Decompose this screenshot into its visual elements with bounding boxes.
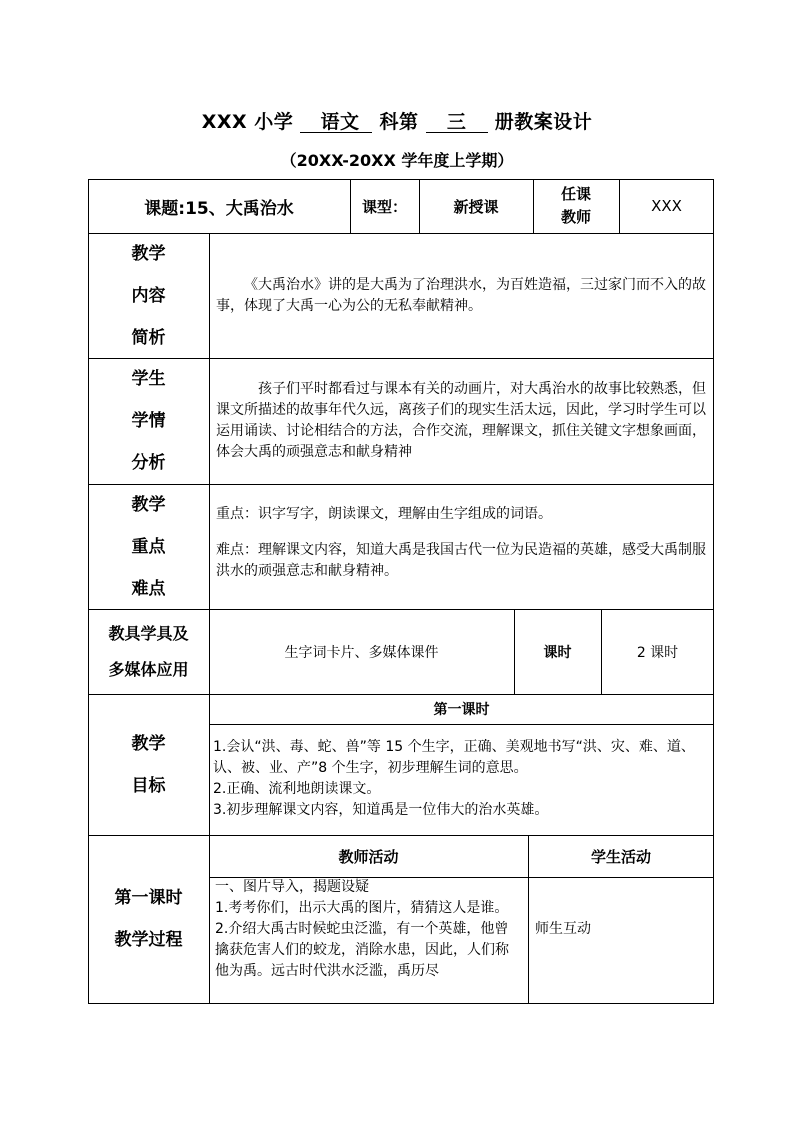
teacher-label: 任课 教师 <box>560 185 591 226</box>
lesson-type-label: 课型： <box>361 197 407 216</box>
title-suffix: 册教案设计 <box>494 111 593 133</box>
ke-di-text: 科第 <box>379 111 419 133</box>
goal-item: 1.会认“洪、毒、蛇、兽”等 15 个生字，正确、美观地书写“洪、灾、难、道、认、被、业、产”8 个生字，初步理解生词的意思。 <box>213 739 695 776</box>
teacher-step: 一、图片导入，揭题设疑 <box>215 879 369 895</box>
student-analysis-text: 孩子们平时都看过与课本有关的动画片，对大禹治水的故事比较熟悉，但课文所描述的故事年代久远，离孩子们的现实生活太远，因此，学习时学生可以运用诵读、讨论相结合的方法，合作交流，理解课文，抓住关键文字想象画面，体会大禹的顽强意志和献身精神 <box>216 381 706 460</box>
focus-text: 重点：识字写字，朗读课文，理解由生字组成的词语。 <box>216 506 552 522</box>
volume-blank <box>426 112 488 133</box>
content-analysis-label: 教学 内容 简析 <box>131 243 166 348</box>
lesson-title: 课题:15、大禹治水 <box>144 198 294 219</box>
student-activity-text: 师生互动 <box>535 921 591 937</box>
subject-blank <box>300 112 372 133</box>
process-label: 第一课时 教学过程 <box>114 888 183 950</box>
teacher-step: 1.考考你们，出示大禹的图片，猜猜这人是谁。 <box>215 900 509 916</box>
lesson-type-value: 新授课 <box>453 197 499 216</box>
content-analysis-text: 《大禹治水》讲的是大禹为了治理洪水，为百姓造福，三过家门而不入的故事，体现了大禹一心为公的无私奉献精神。 <box>216 276 706 314</box>
document-title <box>0 107 794 134</box>
school-name: XXX 小学 <box>201 111 294 133</box>
tools-value: 生字词卡片、多媒体课件 <box>284 644 439 661</box>
student-analysis-label: 学生 学情 分析 <box>131 369 166 473</box>
goals-label: 教学 目标 <box>131 733 166 796</box>
teacher-name: XXX <box>651 197 682 215</box>
school-term: （20XX-20XX 学年度上学期） <box>280 151 514 170</box>
hours-value: 2 课时 <box>636 644 679 661</box>
key-points-label: 教学 重点 难点 <box>131 494 166 599</box>
subject-name: 语文 <box>320 111 360 133</box>
lesson-plan-table <box>88 179 714 1004</box>
hours-label: 课时 <box>543 644 572 661</box>
key-points-text <box>209 484 714 609</box>
goals-list <box>209 724 714 835</box>
volume-number: 三 <box>446 111 467 133</box>
difficulty-text: 难点：理解课文内容，知道大禹是我国古代一位为民造福的英雄，感受大禹制服洪水的顽强意志和献身精神。 <box>216 542 706 579</box>
goal-item: 2.正确、流利地朗读课文。 <box>213 781 381 797</box>
teacher-activity-text <box>209 877 528 1003</box>
teacher-step: 2.介绍大禹古时候蛇虫泛滥，有一个英雄，他曾擒获危害人们的蛟龙，消除水患，因此，人们称他为禹。远古时代洪水泛滥，禹历尽 <box>215 921 509 979</box>
student-activity-header: 学生活动 <box>590 847 651 866</box>
session-header: 第一课时 <box>433 702 490 718</box>
goal-item: 3.初步理解课文内容，知道禹是一位伟大的治水英雄。 <box>213 802 549 818</box>
teacher-activity-header: 教师活动 <box>338 847 399 866</box>
tools-label: 教具学具及 多媒体应用 <box>108 623 189 679</box>
